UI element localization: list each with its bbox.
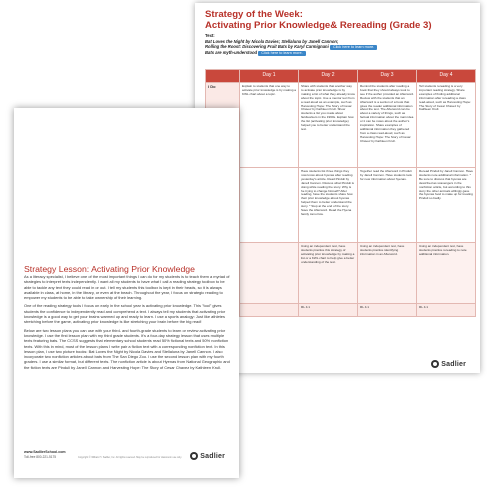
table-row bbox=[206, 168, 476, 243]
table-row bbox=[206, 243, 476, 304]
table-cell: RL 4.1 bbox=[417, 304, 476, 317]
table-cell: Together read the Afterword in Pinduli by Janell Cannon. Have students look for new information about hyenas. bbox=[358, 168, 417, 243]
header-day-1: Day 1 bbox=[240, 70, 299, 83]
table-header-row bbox=[206, 70, 476, 83]
lesson-table bbox=[205, 69, 476, 317]
footer-phone: Toll-free 800-221-5175 bbox=[24, 455, 57, 459]
table-cell bbox=[240, 304, 299, 317]
table-cell bbox=[240, 243, 299, 304]
table-cell: Using an independent text, have students practice identifying information in an Afterword. bbox=[358, 243, 417, 304]
text-label: Text: bbox=[205, 33, 215, 38]
paragraph: Below are two lesson plans you can use with your third- and fourth-grade students to learn or review activating prior knowledge. I use the first lesson plan with my third grade students. It's a four-day strategy lesson that uses multiple texts featuring bats. The CCSS suggests that elementary school students read 50% fictional texts and 50% nonfiction texts. With this in mind, most of the lesson plans I write pair a fiction text with a corresponding nonfiction text. In this lesson plan, I use two picture books: Bat Loves the Night by Nicola Davies and Stellaluna by Janell Cannon. I also incorporate two nonfiction articles about bats from The San Diego Zoo. I use the second lesson plan with my fourth graders. I use a similar format, but different texts. The nonfiction article is about Hyenas from National Geographic and the fiction texts are Pinduli by Janell Cannon and Harvesting Hope: The Story of Cesar Chavez by Kathleen Krull. bbox=[24, 327, 230, 370]
text-list bbox=[205, 33, 475, 56]
learn-more-button-2[interactable]: Click here to learn more. bbox=[258, 51, 305, 56]
book-2: Rolling the Roost: Discovering Fruit Bats by Karyl Carmignani bbox=[205, 44, 329, 50]
lesson-plan-title bbox=[205, 9, 432, 31]
article-body bbox=[24, 274, 232, 373]
title-line-1: Strategy of the Week: bbox=[205, 9, 303, 20]
table-cell: Using an independent text, have students practice rereading to note additional information. bbox=[417, 243, 476, 304]
table-cell: Remind the students after reading a book that they should always look to see if the author provided an Afterword. Review with the students that an Afterword is a section of a book that gives the reader additional information about the text. The Afterword can be about a variety of things, such as factual information about the main idea or it can be notes about the author's inspiration. Share examples of additional information they gathered from a class read-aloud, such as Harvesting Hope: The Story of Cesar Chavez by Kathleen Krull. bbox=[358, 83, 417, 168]
brand-name: Sadlier bbox=[441, 360, 466, 368]
sadlier-mark-icon bbox=[431, 360, 439, 368]
table-cell: Share with students that another way to activate prior knowledge is by making a list of what they already know about the topic. Use a mentor text from a read aloud as an example, such as Harvesting Hope: The Story of Cesar Chavez by Kathleen Krull. Show students a list you made about fieldworkers in the 1960s. Explain how the list (activating prior knowledge) helped you to better understand the text. bbox=[299, 83, 358, 168]
table-cell: Have students list three things they now know about hyenas after reading yesterday's article. Read Pinduli by Janell Cannon. Discuss what Pinduli is doing while reading the story. Why is he trying to change himself? After reading, have the students share how their prior knowledge about hyenas helped them to better understand the story. * Stop at the end of the story. Save the Afterword. Read the Hyena family tomorrow. bbox=[299, 168, 358, 243]
row-label: I Do bbox=[206, 83, 240, 168]
book-3: Bats are myth-understood bbox=[205, 50, 258, 56]
table-cell: RL 4.1 bbox=[299, 304, 358, 317]
table-cell: Using an independent text, have students practice this strategy of activating prior knowledge by making a list or a KWL chart to help give a better understanding of the text. bbox=[299, 243, 358, 304]
learn-more-button-1[interactable]: Click here to learn more. bbox=[330, 45, 377, 50]
page-title: Strategy Lesson: Activating Prior Knowledge bbox=[24, 264, 195, 274]
table-row bbox=[206, 83, 476, 168]
book-1: Bat Loves the Night by Nicola Davies; Stellaluna by Janell Cannon; bbox=[205, 38, 339, 44]
sadlier-logo bbox=[190, 452, 225, 460]
paragraph: As a literacy specialist, I believe one of the most important things I can do for my students is to teach them a myriad of strategies to interpret texts independently. I want all my students to have what I call a reading strategy toolbox to be able to tackle any text they could read in or out. I tell my students this toolbox is kept in their heads, so it is always available in class, at home, in the library, or even at the beach. Throughout the year, I focus on strategic reading to empower my students to be able to take ownership of their learning. bbox=[24, 274, 230, 301]
sadlier-mark-icon bbox=[190, 452, 198, 460]
table-cell: Explain to students that one way to activate prior knowledge is by making a KWL chart about a topic. bbox=[240, 83, 299, 168]
table-cell: RL 4.1 bbox=[358, 304, 417, 317]
title-line-2: Activating Prior Knowledge& Rereading (Grade 3) bbox=[205, 20, 432, 31]
brand-name: Sadlier bbox=[200, 452, 225, 460]
header-day-2: Day 2 bbox=[299, 70, 358, 83]
paragraph: One of the reading strategy tools I focus on early in the school year is activating prior knowledge. This "tool" gives students the confidence to independently read and comprehend a text. I always tell my students that activating prior knowledge is a good way to get your brains warmed up and ready to learn. I use a sports analogy: Just like athletes stretching before the game, activating prior knowledge is like stretching your brain before the big read! bbox=[24, 303, 226, 325]
footer-url[interactable]: www.SadlierSchool.com bbox=[24, 450, 66, 454]
header-day-4: Day 4 bbox=[417, 70, 476, 83]
header-day-3: Day 3 bbox=[358, 70, 417, 83]
table-cell bbox=[240, 168, 299, 243]
strategy-lesson-page bbox=[14, 108, 239, 478]
header-corner bbox=[206, 70, 240, 83]
table-cell: Reread Pinduli by Janell Cannon. Have students note additional information. * Be sure to discuss that hyenas are described as scavengers in the nonfiction article, but according to this story the other animals willingly gave the hyenas food to make up for treating Pinduli so badly. bbox=[417, 168, 476, 243]
footer-copyright: Copyright © William H. Sadlier, Inc. All rights reserved. May be reproduced for classroom use only. bbox=[78, 456, 182, 459]
table-cell: Tell students rereading is a very important reading strategy. Share examples of finding additional information after rereading a class read-aloud, such as Harvesting Hope: The Story of Cesar Chavez by Kathleen Krull. bbox=[417, 83, 476, 168]
table-row bbox=[206, 304, 476, 317]
sadlier-logo bbox=[431, 360, 466, 368]
